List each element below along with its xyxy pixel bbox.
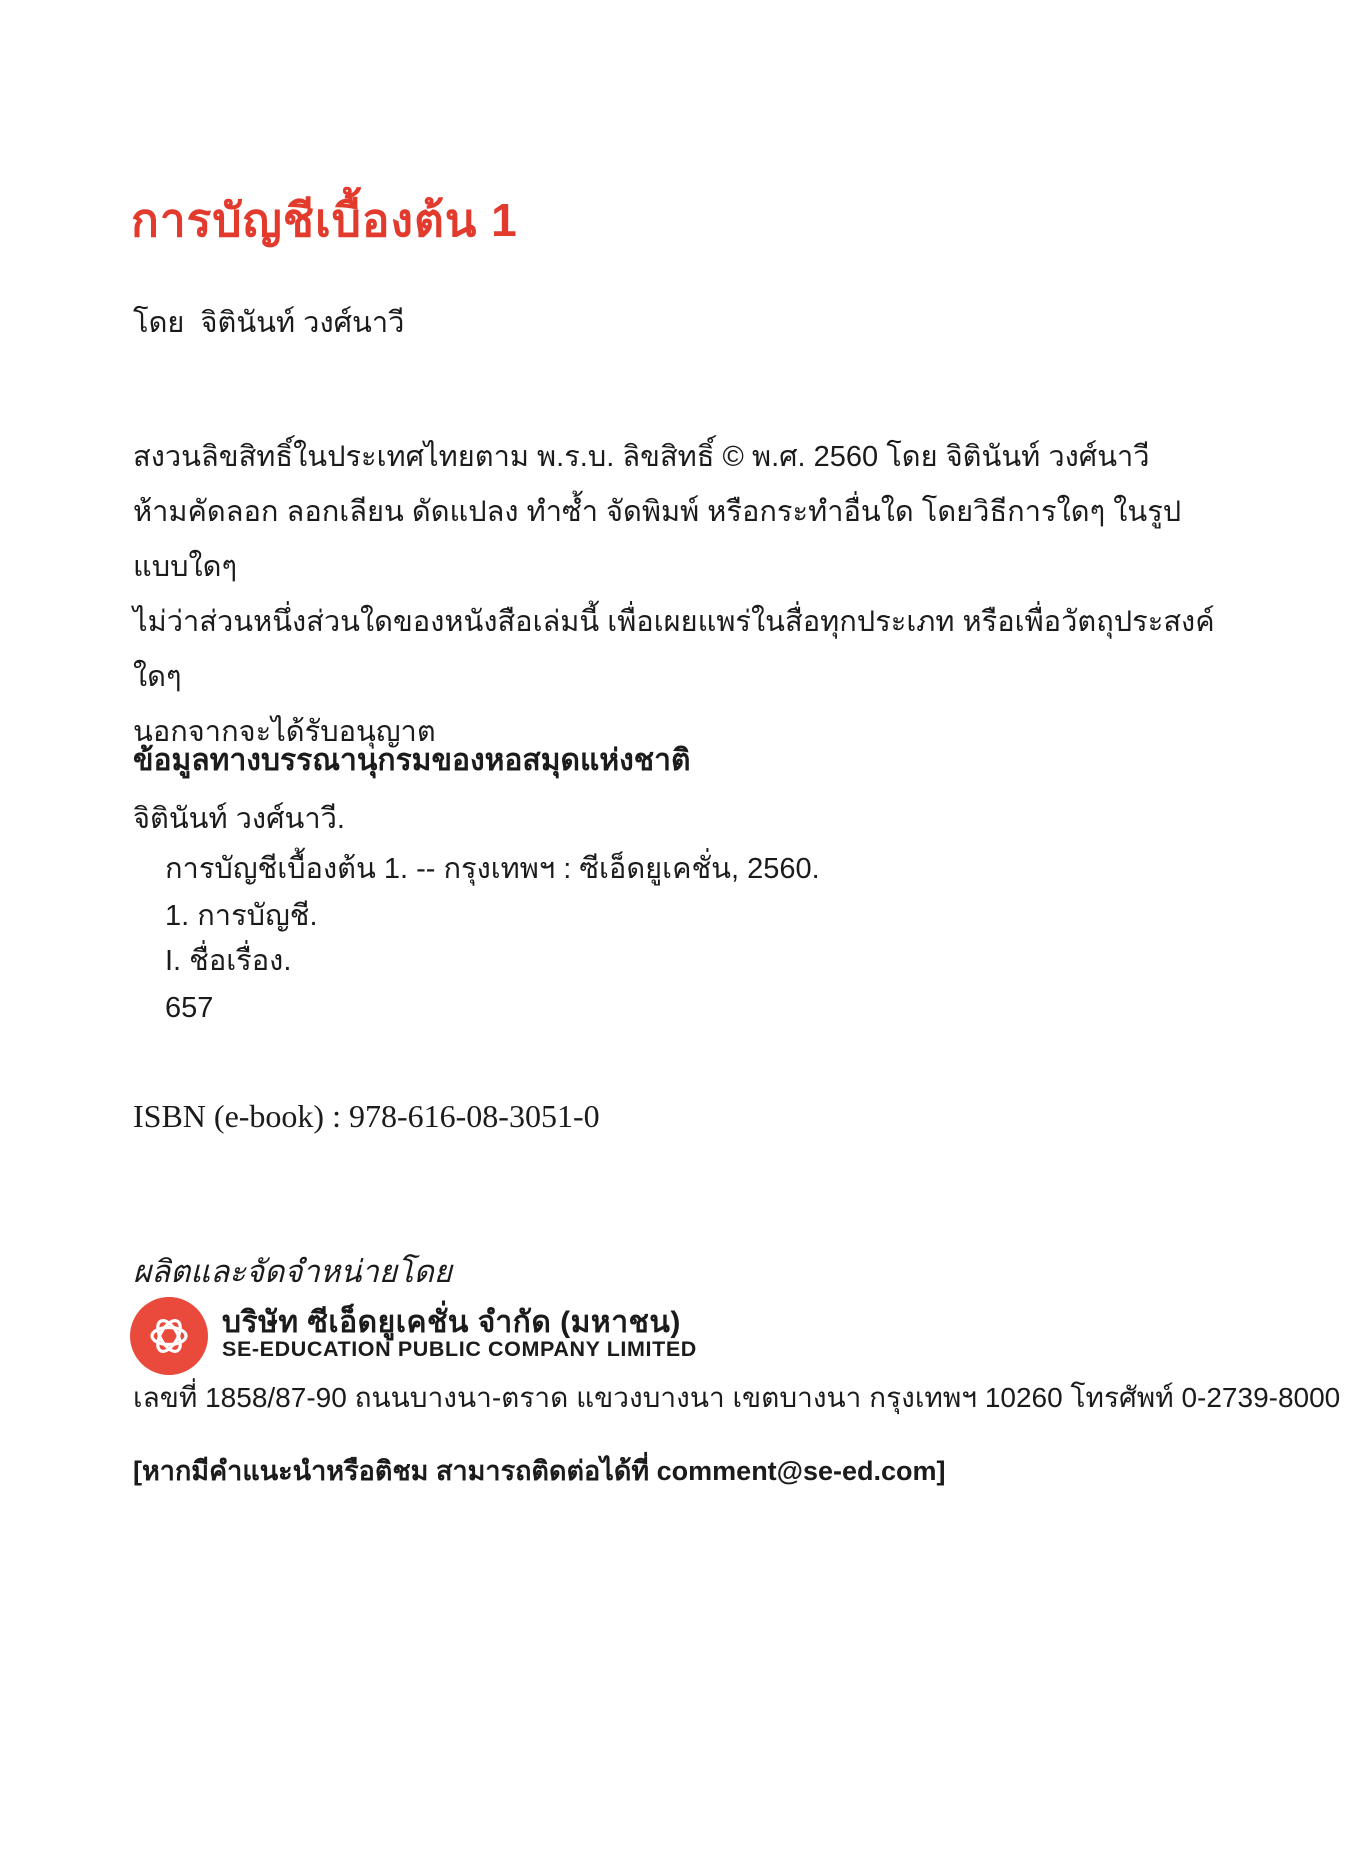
bibliography-entry: I. ชื่อเรื่อง. (165, 945, 292, 977)
publisher-company-english: SE-EDUCATION PUBLIC COMPANY LIMITED (222, 1337, 697, 1361)
page-title: การบัญชีเบื้องต้น 1 (131, 194, 518, 246)
se-ed-logo-icon (130, 1297, 208, 1375)
copyright-line: สงวนลิขสิทธิ์ในประเทศไทยตาม พ.ร.บ. ลิขสิทธิ์ © พ.ศ. 2560 โดย จิตินันท์ วงศ์นาวี (133, 441, 1150, 473)
publisher-contact-note: [หากมีคำแนะนำหรือติชม สามารถติดต่อได้ที่ comment@se-ed.com] (133, 1456, 946, 1486)
isbn-line: ISBN (e-book) : 978-616-08-3051-0 (133, 1098, 600, 1134)
se-ed-knot-logo-svg (130, 1297, 208, 1375)
publisher-address: เลขที่ 1858/87-90 ถนนบางนา-ตราด แขวงบางนา เขตบางนา กรุงเทพฯ 10260 โทรศัพท์ 0-2739-8000 (133, 1382, 1341, 1413)
publisher-label: ผลิตและจัดจำหน่ายโดย (133, 1254, 452, 1289)
copyright-notice (133, 430, 1233, 760)
bibliography-entry: 657 (165, 992, 214, 1024)
copyright-line: ห้ามคัดลอก ลอกเลียน ดัดแปลง ทำซ้ำ จัดพิมพ์ หรือกระทำอื่นใด โดยวิธีการใดๆ ในรูปแบบใดๆ (133, 496, 1182, 583)
bibliography-author: จิตินันท์ วงศ์นาวี. (133, 803, 345, 835)
copyright-line: ไม่ว่าส่วนหนึ่งส่วนใดของหนังสือเล่มนี้ เพื่อเผยแพร่ในสื่อทุกประเภท หรือเพื่อวัตถุประสงค์ใดๆ (133, 606, 1215, 693)
bibliography-entry: การบัญชีเบื้องต้น 1. -- กรุงเทพฯ : ซีเอ็ดยูเคชั่น, 2560. (165, 853, 820, 885)
copyright-line: นอกจากจะได้รับอนุญาต (133, 716, 436, 748)
publisher-company-thai: บริษัท ซีเอ็ดยูเคชั่น จำกัด (มหาชน) (222, 1306, 681, 1339)
bibliography-entries (165, 855, 820, 1041)
bibliography-entry: 1. การบัญชี. (165, 900, 318, 932)
author-byline: โดย จิตินันท์ วงศ์นาวี (133, 307, 405, 339)
bibliography-heading: ข้อมูลทางบรรณานุกรมของหอสมุดแห่งชาติ (133, 744, 691, 777)
